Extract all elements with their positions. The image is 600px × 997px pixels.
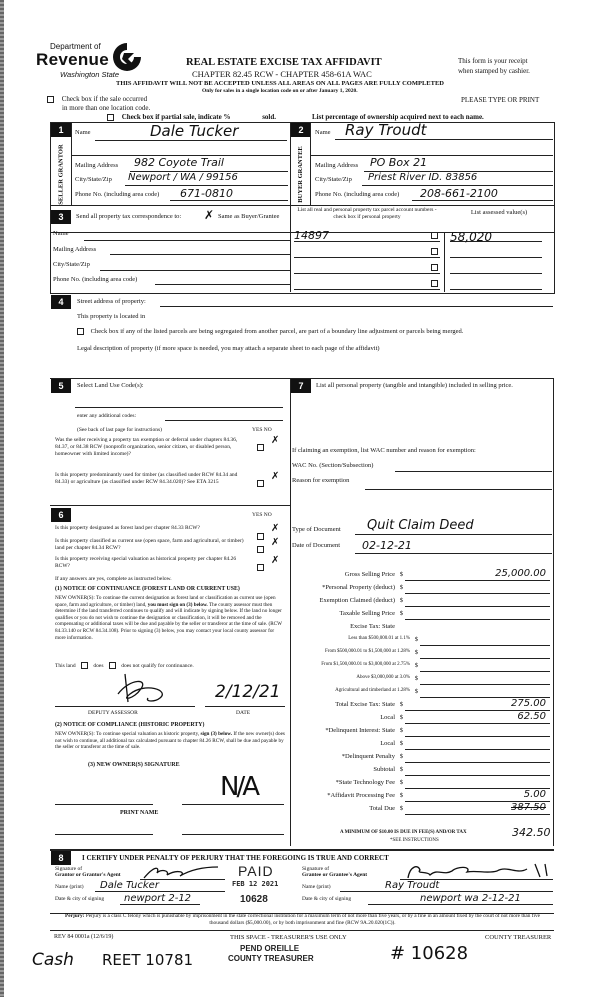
buyer-city-label: City/State/Zip [315, 176, 352, 183]
same-as-buyer-checkbox[interactable]: ✗ [204, 208, 215, 222]
tax-row-label: Gross Selling Price [344, 571, 395, 578]
dor-logo-icon [112, 42, 142, 72]
doc-type-input[interactable]: Quit Claim Deed [367, 518, 474, 533]
seller-name-label: Name [75, 129, 91, 136]
exemption-intro: If claiming an exemption, list WAC number and reason for exemption: [292, 447, 476, 454]
buyer-phone-input[interactable]: 208-661-2100 [420, 187, 498, 200]
parcel-list [294, 226, 440, 290]
q6-2-text: Is this property classified as current use (open space, farm and agricultural, or timber) land per chapter 84.34 RCW? [55, 538, 244, 551]
print-name-label: PRINT NAME [120, 810, 159, 816]
personal-property-checkbox[interactable] [431, 232, 438, 239]
grantor-signature-label [55, 866, 121, 878]
same-as-buyer-label: Same as Buyer/Grantee [218, 213, 280, 220]
land-use-label: Select Land Use Code(s): [77, 382, 144, 389]
buyer-side-label: BUYER GRANTEE [296, 145, 304, 203]
input-underline [412, 200, 553, 201]
input-underline [355, 553, 552, 554]
tax-row-value[interactable] [420, 633, 550, 646]
input-underline [155, 284, 290, 285]
partial-sale-checkbox-group[interactable] [107, 113, 276, 122]
seller-side-label-wrap [52, 145, 70, 203]
additional-codes-input[interactable] [165, 420, 283, 421]
seller-phone-label: Phone No. (including area code) [75, 191, 160, 198]
tax-row-value[interactable]: 387.50 [405, 802, 550, 815]
buyer-address-label: Mailing Address [315, 162, 359, 169]
stamp-date: FEB 12 2021 [232, 880, 279, 888]
q5-1-yes-checkbox[interactable] [257, 438, 264, 456]
assessed-value[interactable] [450, 242, 542, 258]
multi-location-checkbox-group[interactable] [47, 95, 147, 104]
multi-location-checkbox[interactable] [47, 96, 54, 103]
input-underline [110, 254, 290, 255]
input-underline [100, 270, 290, 271]
seller-city-input[interactable]: Newport / WA / 99156 [128, 172, 238, 183]
does-not-qualify-checkbox[interactable] [109, 662, 116, 669]
street-address-input [160, 306, 553, 307]
grantee-date-label: Date & city of signing [302, 896, 352, 902]
seller-phone-input[interactable]: 671-0810 [180, 187, 233, 200]
tax-row-value[interactable] [405, 763, 550, 776]
segregated-label: Check box if any of the listed parcels are being segregated from another parcel, are part of a boundary line adjustment or parcels being merged. [90, 328, 464, 335]
tax-row [295, 568, 550, 581]
corr-city-label: City/State/Zip [53, 261, 90, 268]
buyer-city-input[interactable]: Priest River ID. 83856 [368, 172, 478, 183]
seller-name-input[interactable]: Dale Tucker [150, 122, 239, 140]
assessor-signature-icon [110, 672, 190, 704]
tax-row-value[interactable] [405, 737, 550, 750]
tax-row [295, 646, 550, 659]
minimum-note: A MINIMUM OF $10.00 IS DUE IN FEE(S) AND/OR TAX [340, 830, 467, 835]
yes-no-header [252, 427, 272, 434]
minimum-value[interactable]: 342.50 [512, 826, 551, 839]
tax-row-value[interactable] [405, 750, 550, 763]
scan-edge [0, 0, 4, 997]
grantee-date-input[interactable]: newport wa 2-12-21 [420, 893, 521, 904]
divider [290, 205, 291, 292]
perjury-text: Perjury is a class C felony which is punishable by imprisonment in the state correctional institution for a maximum term of not more than five years, or by a fine in an amount fixed by the court of not more than five thousand dollars ($5,000.00), or by both imprisonment and fine (RCW 9A.20.020(1C)). [85, 913, 540, 926]
buyer-phone-label: Phone No. (including area code) [315, 191, 400, 198]
grantee-signature-label [302, 866, 367, 878]
notice2-title: (2) NOTICE OF COMPLIANCE (HISTORIC PROPERTY) [55, 722, 205, 728]
multi-location-label-2: in more than one location code. [62, 104, 151, 112]
tax-row-value[interactable] [405, 607, 550, 620]
agency-line-1: Department of [50, 42, 101, 51]
divider [50, 930, 554, 931]
section-8-number: 8 [51, 851, 71, 865]
assessed-header: List assessed value(s) [470, 209, 528, 216]
notice2-text-a: NEW OWNER(S): To continue special valuation as historic property, [55, 731, 200, 737]
stamp-county-2: COUNTY TREASURER [228, 954, 314, 963]
send-correspondence-label: Send all property tax correspondence to: [76, 213, 182, 220]
tax-row [295, 776, 550, 789]
seller-address-input[interactable]: 982 Coyote Trail [134, 156, 224, 169]
stamp-county-1: PEND OREILLE [240, 944, 300, 953]
agency-line-3: Washington State [60, 70, 120, 79]
personal-property-label: List all personal property (tangible and intangible) included in selling price. [316, 382, 513, 389]
tax-row-label: *State Technology Fee [335, 779, 395, 786]
new-owner-signature-line-2[interactable] [182, 804, 284, 805]
segregated-checkbox-group[interactable] [77, 328, 557, 335]
grantor-date-label: Date & city of signing [55, 896, 105, 902]
no-label: NO [263, 512, 272, 518]
input-underline [340, 891, 553, 892]
q5-2-yes-checkbox[interactable] [257, 474, 264, 492]
partial-sale-sold: sold. [262, 113, 277, 121]
parcel-row[interactable] [294, 258, 440, 274]
tax-row-label: From $500,000.01 to $1,500,000 at 1.28% [325, 649, 410, 654]
section-6-number: 6 [51, 508, 71, 522]
new-owner-signature-input[interactable]: N/A [220, 772, 257, 802]
see-instructions: *SEE INSTRUCTIONS [390, 838, 439, 843]
paid-stamp: PAID [238, 863, 274, 879]
please-type: PLEASE TYPE OR PRINT [461, 96, 540, 104]
perjury-bold: Perjury: [65, 913, 85, 919]
tax-row [295, 763, 550, 776]
tax-row [295, 724, 550, 737]
excise-tax-header-text: Excise Tax: State [350, 623, 395, 630]
notice1-title: (1) NOTICE OF CONTINUANCE (FOREST LAND OR CURRENT USE) [55, 586, 240, 592]
divider [71, 123, 72, 205]
tax-row-label: Local [380, 714, 395, 721]
notice2-text [55, 731, 285, 751]
tax-row [295, 633, 550, 646]
grantor-name-label: Name (print) [55, 884, 84, 890]
doc-date-label: Date of Document [292, 542, 341, 549]
tax-row-value[interactable] [420, 659, 550, 672]
assessor-date-line [205, 706, 285, 707]
form-only-for: Only for sales in a single location code on or after January 1, 2020. [202, 88, 358, 94]
q6-1-text: Is this property designated as forest land per chapter 84.33 RCW? [55, 525, 200, 531]
tax-row-value[interactable] [405, 581, 550, 594]
grantee-name-label: Name (print) [302, 884, 331, 890]
stamp-receipt-number: 10628 [240, 894, 268, 905]
partial-sale-label: Check box if partial sale, indicate % [121, 113, 231, 121]
parcel-row[interactable] [294, 242, 440, 258]
county-treasurer-label: COUNTY TREASURER [485, 934, 552, 941]
print-name-line[interactable] [55, 834, 153, 835]
assessed-value[interactable] [450, 274, 542, 290]
wac-label: WAC No. (Section/Subsection) [292, 462, 374, 469]
personal-property-checkbox[interactable] [431, 264, 438, 271]
tax-row-label: Exemption Claimed (deduct) [319, 597, 395, 604]
parcel-number[interactable]: 14897 [294, 229, 329, 242]
deputy-assessor-label: DEPUTY ASSESSOR [88, 710, 138, 716]
input-underline [120, 904, 200, 905]
q6-2-no-checkbox[interactable]: ✗ [271, 537, 280, 548]
wac-input[interactable] [395, 471, 552, 472]
currency-symbol: $ [399, 740, 403, 747]
tax-row-value[interactable]: 25,000.00 [405, 568, 550, 581]
seller-side-label: SELLER GRANTOR [57, 143, 65, 205]
agency-line-2: Revenue [36, 50, 109, 69]
grantee-signature-icon [400, 862, 550, 880]
assessed-value[interactable] [450, 226, 542, 242]
notice1-text-b: The county assessor must then determine if the land transferred continues to qualify and will indicate by signing below. If the land no longer qualifies or you do not wish to continue the designation or classification, it will be removed and the compensating or additional taxes will be due and payable by the seller or transferor at the time of sale. (RCW 84.33.140 or RCW 84.34.108). Prior to signing (3) below, you may contact your local county assessor for more information. [55, 601, 282, 641]
input-underline [362, 185, 553, 186]
section-3-number: 3 [51, 210, 71, 224]
located-in-label: This property is located in [77, 313, 146, 320]
currency-symbol: $ [399, 805, 403, 812]
input-underline [84, 240, 290, 241]
buyer-name-label: Name [315, 129, 331, 136]
tax-row-label: Taxable Selling Price [339, 610, 395, 617]
yes-label: YES [252, 512, 263, 518]
yes-label: YES [252, 427, 263, 433]
currency-symbol: $ [399, 571, 403, 578]
currency-symbol: $ [399, 766, 403, 773]
grantee-sig-label-2: Grantee or Grantee's Agent [302, 872, 368, 878]
instructions-note: (See back of last page for instructions) [77, 427, 162, 433]
currency-symbol: $ [399, 792, 403, 799]
ownership-note: List percentage of ownership acquired next to each name. [312, 113, 484, 121]
form-title: REAL ESTATE EXCISE TAX AFFIDAVIT [186, 57, 382, 68]
certify-statement: I CERTIFY UNDER PENALTY OF PERJURY THAT THE FOREGOING IS TRUE AND CORRECT [82, 854, 389, 862]
notice2-text-b: If the new owner(s) does not wish to continue, all additional tax calculated pursuant to chapter 84.26 RCW, shall be due and payable by the seller or transferor at the time of sale. [55, 731, 285, 751]
tax-row-label: From $1,500,000.01 to $3,000,000 at 2.75% [321, 662, 410, 667]
tax-row [295, 711, 550, 724]
q6-3-no-checkbox[interactable]: ✗ [271, 555, 280, 566]
currency-symbol: $ [399, 597, 403, 604]
land-use-input[interactable] [75, 407, 283, 408]
divider [290, 378, 291, 846]
notice1-text [55, 595, 285, 641]
new-owner-signature-label: (3) NEW OWNER(S) SIGNATURE [88, 762, 180, 768]
tax-row [295, 594, 550, 607]
tax-row [295, 789, 550, 802]
continuance-row [55, 662, 194, 670]
tax-row-label: Less than $500,000.01 at 1.1% [348, 636, 410, 641]
input-underline [95, 140, 287, 141]
currency-symbol: $ [414, 688, 418, 695]
form-revision: REV 84 0001a (12/6/19) [54, 934, 114, 940]
q6-1-no-checkbox[interactable]: ✗ [271, 523, 280, 534]
q6-3-text: Is this property receiving special valuation as historical property per chapter 84.26 RCW? [55, 556, 237, 569]
currency-symbol: $ [399, 610, 403, 617]
multi-location-label-1: Check box if the sale occurred [61, 95, 148, 103]
divider [50, 505, 290, 506]
divider [310, 155, 553, 156]
doc-date-input[interactable]: 02-12-21 [362, 539, 412, 552]
if-yes-note: If any answers are yes, complete as instructed below. [55, 576, 172, 582]
section-4-number: 4 [51, 295, 71, 309]
buyer-address-input[interactable]: PO Box 21 [370, 156, 428, 169]
grantor-sig-label-2: Grantor or Grantor's Agent [55, 872, 121, 878]
seller-city-label: City/State/Zip [75, 176, 112, 183]
tax-row-value[interactable] [405, 776, 550, 789]
form-warning: THIS AFFIDAVIT WILL NOT BE ACCEPTED UNLESS ALL AREAS ON ALL PAGES ARE FULLY COMPLETED [116, 80, 444, 87]
does-not-label: does not qualify for continuance. [121, 662, 194, 669]
tax-row [295, 802, 550, 815]
treasurer-receipt-handwritten: # 10628 [390, 943, 469, 964]
notice1-text-a: NEW OWNER(S): To continue the current designation as forest land or classification as current use (open space, farm and agriculture, or timber) land, [55, 595, 276, 608]
currency-symbol: $ [414, 662, 418, 669]
currency-symbol: $ [399, 727, 403, 734]
section-5-number: 5 [51, 379, 71, 393]
personal-property-checkbox[interactable] [431, 248, 438, 255]
divider [444, 232, 445, 292]
divider [553, 378, 554, 846]
parcel-row[interactable] [294, 274, 440, 290]
does-qualify-checkbox[interactable] [81, 662, 88, 669]
tax-row-label: Total Excise Tax: State [335, 701, 395, 708]
assessor-signature-line [55, 706, 195, 707]
excise-tax-header [295, 620, 550, 633]
q5-1-no-checkbox[interactable]: ✗ [271, 435, 280, 446]
input-underline [335, 139, 553, 140]
input-underline [170, 200, 288, 201]
segregated-checkbox[interactable] [77, 328, 84, 335]
grantor-sig-label-1: Signature of [55, 866, 83, 872]
personal-property-checkbox[interactable] [431, 280, 438, 287]
form-chapter: CHAPTER 82.45 RCW - CHAPTER 458-61A WAC [192, 69, 372, 79]
section-1-number: 1 [51, 123, 71, 137]
additional-codes-label: enter any additional codes: [77, 413, 137, 419]
assessor-date-input[interactable]: 2/12/21 [215, 682, 281, 702]
tax-row-value[interactable] [420, 646, 550, 659]
print-name-line-2[interactable] [182, 834, 284, 835]
tax-row-value[interactable] [420, 685, 550, 698]
tax-row-label: *Affidavit Processing Fee [327, 792, 395, 799]
buyer-name-input[interactable]: Ray Troudt [345, 121, 427, 139]
notice2-bold: sign (3) below. [200, 731, 233, 737]
reet-note: REET 10781 [102, 951, 194, 969]
parcel-header: List all real and personal property tax parcel account numbers - check box if personal property [297, 207, 437, 220]
tax-row-label: *Personal Property (deduct) [322, 584, 395, 591]
notice1-bold: you must sign on (3) below. [147, 601, 208, 608]
corr-name-label: Name [53, 230, 69, 237]
does-label: does [93, 662, 104, 669]
currency-symbol: $ [399, 584, 403, 591]
grantee-name-input[interactable]: Ray Troudt [385, 880, 440, 891]
parcel-row[interactable] [294, 226, 440, 242]
seller-address-label: Mailing Address [75, 162, 119, 169]
tax-row-value[interactable] [420, 672, 550, 685]
q5-1-text: Was the seller receiving a property tax exemption or deferral under chapters 84.36, 84.37, or 84.38 RCW (nonprofit organization, senior citizen, or disabled person, homeowner with limited income)? [55, 437, 238, 457]
tax-row-label: Local [380, 740, 395, 747]
input-underline [355, 534, 552, 535]
new-owner-signature-line[interactable] [55, 804, 153, 805]
tax-row-value[interactable]: 5.00 [405, 789, 550, 802]
receipt-note [458, 56, 530, 76]
corr-phone-label: Phone No. (including area code) [53, 276, 138, 283]
doc-type-label: Type of Document [292, 526, 341, 533]
tax-row-value[interactable]: 62.50 [405, 711, 550, 724]
tax-row [295, 698, 550, 711]
divider [310, 123, 311, 205]
legal-description-label: Legal description of property (if more space is needed, you may attach a separate sheet to each page of the affidavit) [77, 345, 380, 352]
no-label: NO [263, 427, 272, 433]
currency-symbol: $ [399, 753, 403, 760]
tax-row-label: Total Due [369, 805, 395, 812]
this-land-label: This land [55, 662, 76, 669]
currency-symbol: $ [399, 701, 403, 708]
corr-address-label: Mailing Address [53, 246, 97, 253]
receipt-note-1: This form is your receipt [458, 57, 528, 65]
q5-2-text: Is this property predominantly used for timber (as classified under RCW 84.34 and 84.33) or agriculture (as classified under RCW 84.34.020)? See ETA 3215 [55, 472, 238, 485]
tax-row [295, 659, 550, 672]
q6-3-yes-checkbox[interactable] [257, 558, 264, 576]
input-underline [368, 904, 553, 905]
tax-row-value[interactable] [405, 724, 550, 737]
q6-2-yes-checkbox[interactable] [257, 540, 264, 558]
tax-row-label: *Delinquent Interest: State [325, 727, 395, 734]
treasurer-use-label: THIS SPACE - TREASURER'S USE ONLY [230, 934, 347, 941]
grantee-sig-label-1: Signature of [302, 866, 330, 872]
street-address-label: Street address of property: [77, 298, 146, 305]
reason-label: Reason for exemption [292, 477, 350, 484]
tax-row [295, 750, 550, 763]
currency-symbol: $ [414, 649, 418, 656]
tax-rows [295, 568, 550, 815]
assessed-value[interactable] [450, 258, 542, 274]
currency-symbol: $ [399, 714, 403, 721]
tax-row-label: *Delinquent Penalty [341, 753, 395, 760]
currency-symbol: $ [414, 675, 418, 682]
input-underline [125, 185, 288, 186]
tax-row [295, 607, 550, 620]
s6-yes-no-header [252, 512, 272, 519]
currency-symbol: $ [399, 779, 403, 786]
tax-row-value[interactable] [405, 594, 550, 607]
input-underline [95, 891, 225, 892]
tax-row [295, 685, 550, 698]
cash-note: Cash [32, 950, 74, 970]
tax-row-label: Above $3,000,000 at 3.0% [356, 675, 410, 680]
assessed-value-text: 58,020 [450, 230, 492, 244]
tax-row-label: Agricultural and timberland at 1.28% [335, 688, 410, 693]
tax-row-value[interactable]: 275.00 [405, 698, 550, 711]
buyer-side-label-wrap [291, 145, 309, 203]
tax-calculation [295, 568, 550, 815]
q5-2-no-checkbox[interactable]: ✗ [271, 471, 280, 482]
perjury-warning [55, 913, 550, 927]
divider [50, 205, 554, 206]
grantor-name-input[interactable]: Dale Tucker [100, 880, 159, 891]
assessed-list [450, 226, 542, 290]
receipt-note-2: when stamped by cashier. [458, 67, 530, 75]
tax-row [295, 737, 550, 750]
tax-row-label: Subtotal [373, 766, 395, 773]
section-7-number: 7 [291, 379, 311, 393]
partial-sale-checkbox[interactable] [107, 114, 114, 121]
tax-row [295, 581, 550, 594]
tax-row [295, 672, 550, 685]
currency-symbol: $ [414, 636, 418, 643]
section-2-number: 2 [291, 123, 311, 137]
grantor-date-input[interactable]: newport 2-12 [124, 893, 192, 904]
date-label: DATE [236, 710, 251, 716]
reason-input[interactable] [365, 489, 552, 490]
grantor-signature-icon [140, 864, 220, 880]
